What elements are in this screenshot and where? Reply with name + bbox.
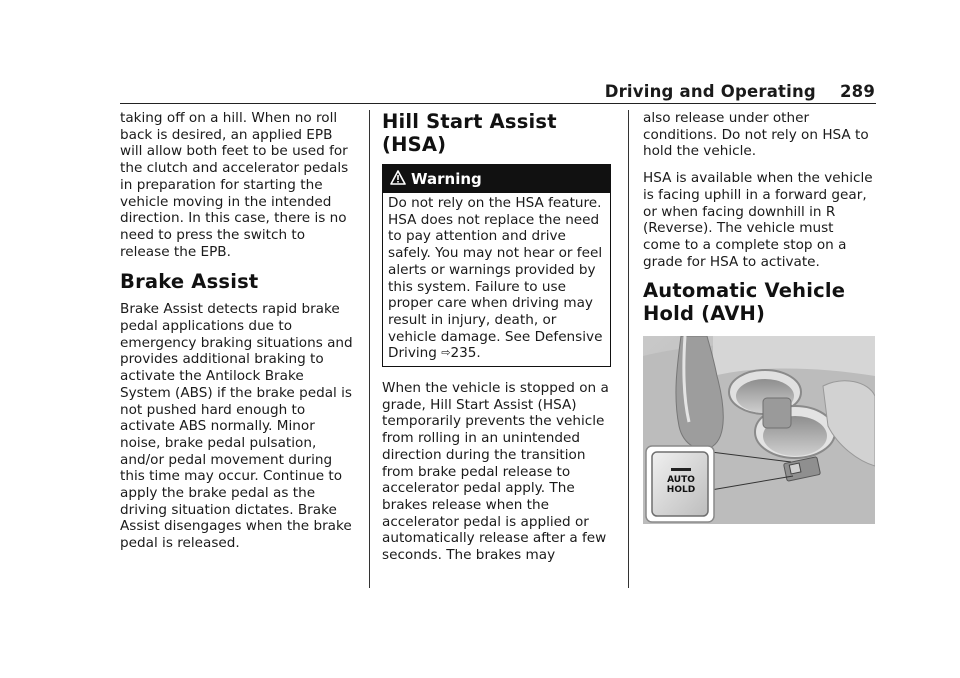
page-header [585, 82, 875, 104]
page-number: 289 [839, 82, 875, 101]
avh-button-illustration [643, 336, 875, 524]
warning-text-paragraph [388, 195, 605, 362]
warning-triangle-icon [390, 170, 406, 189]
auto-hold-button-label-line1: AUTO [667, 475, 695, 486]
brake-assist-paragraph: Brake Assist detects rapid brake pedal applications due to emergency braking situations and provides additional braking to activate the Antilock Brake System (ABS) if the brake pedal is not pushed hard enough to activate ABS normally. Minor noise, brake pedal pulsation, and/or pedal movement during this time may occur. Continue to apply the brake pedal as the driving situation dictates. Brake Assist disengages when the brake pedal is released. [120, 301, 353, 552]
avh-heading: Automatic Vehicle Hold (AVH) [643, 279, 846, 326]
warning-box [382, 164, 611, 367]
header-rule [120, 103, 876, 104]
console-illustration [643, 336, 875, 524]
hsa-heading: Hill Start Assist (HSA) [382, 110, 557, 156]
warning-ref-page[interactable]: 235. [450, 345, 481, 362]
warning-text: Do not rely on the HSA feature. HSA does not replace the need to pay attention and drive safely. You may not hear or feel alerts or warnings provided by this system. Failure to use proper care when driving may result in injury, death, or vehicle damage. See Defensive Driving [388, 195, 603, 362]
epb-continuation-paragraph: taking off on a hill. When no roll back is desired, an applied EPB will allow both feet to be used for the clutch and accelerator pedals in preparation for starting the vehicle moving in the intended direction. In this case, there is no need to press the switch to release the EPB. [120, 110, 349, 260]
warning-header [383, 165, 610, 193]
brake-assist-heading: Brake Assist [120, 270, 259, 294]
warning-body [383, 193, 610, 366]
hsa-availability-paragraph: HSA is available when the vehicle is facing uphill in a forward gear, or when facing downhill in R (Reverse). The vehicle must come to a complete stop on a grade for HSA to activate. [643, 170, 873, 270]
column-divider [369, 110, 370, 588]
column-2 [382, 110, 614, 564]
column-3 [643, 110, 875, 524]
page-reference-arrow-icon: ⇨ [441, 346, 451, 360]
hsa-continuation-paragraph: also release under other conditions. Do not rely on HSA to hold the vehicle. [643, 110, 869, 160]
warning-label: Warning [411, 170, 482, 188]
column-1 [120, 110, 356, 552]
auto-hold-button-label-line2: HOLD [666, 485, 696, 496]
section-title: Driving and Operating [604, 82, 816, 101]
column-divider [628, 110, 629, 588]
hsa-paragraph: When the vehicle is stopped on a grade, Hill Start Assist (HSA) temporarily prevents the vehicle from rolling in an unintended direction during the transition from brake pedal release to accelerator pedal apply. The brakes release when the accelerator pedal is applied or automatically release after a few seconds. The brakes may [382, 380, 609, 564]
